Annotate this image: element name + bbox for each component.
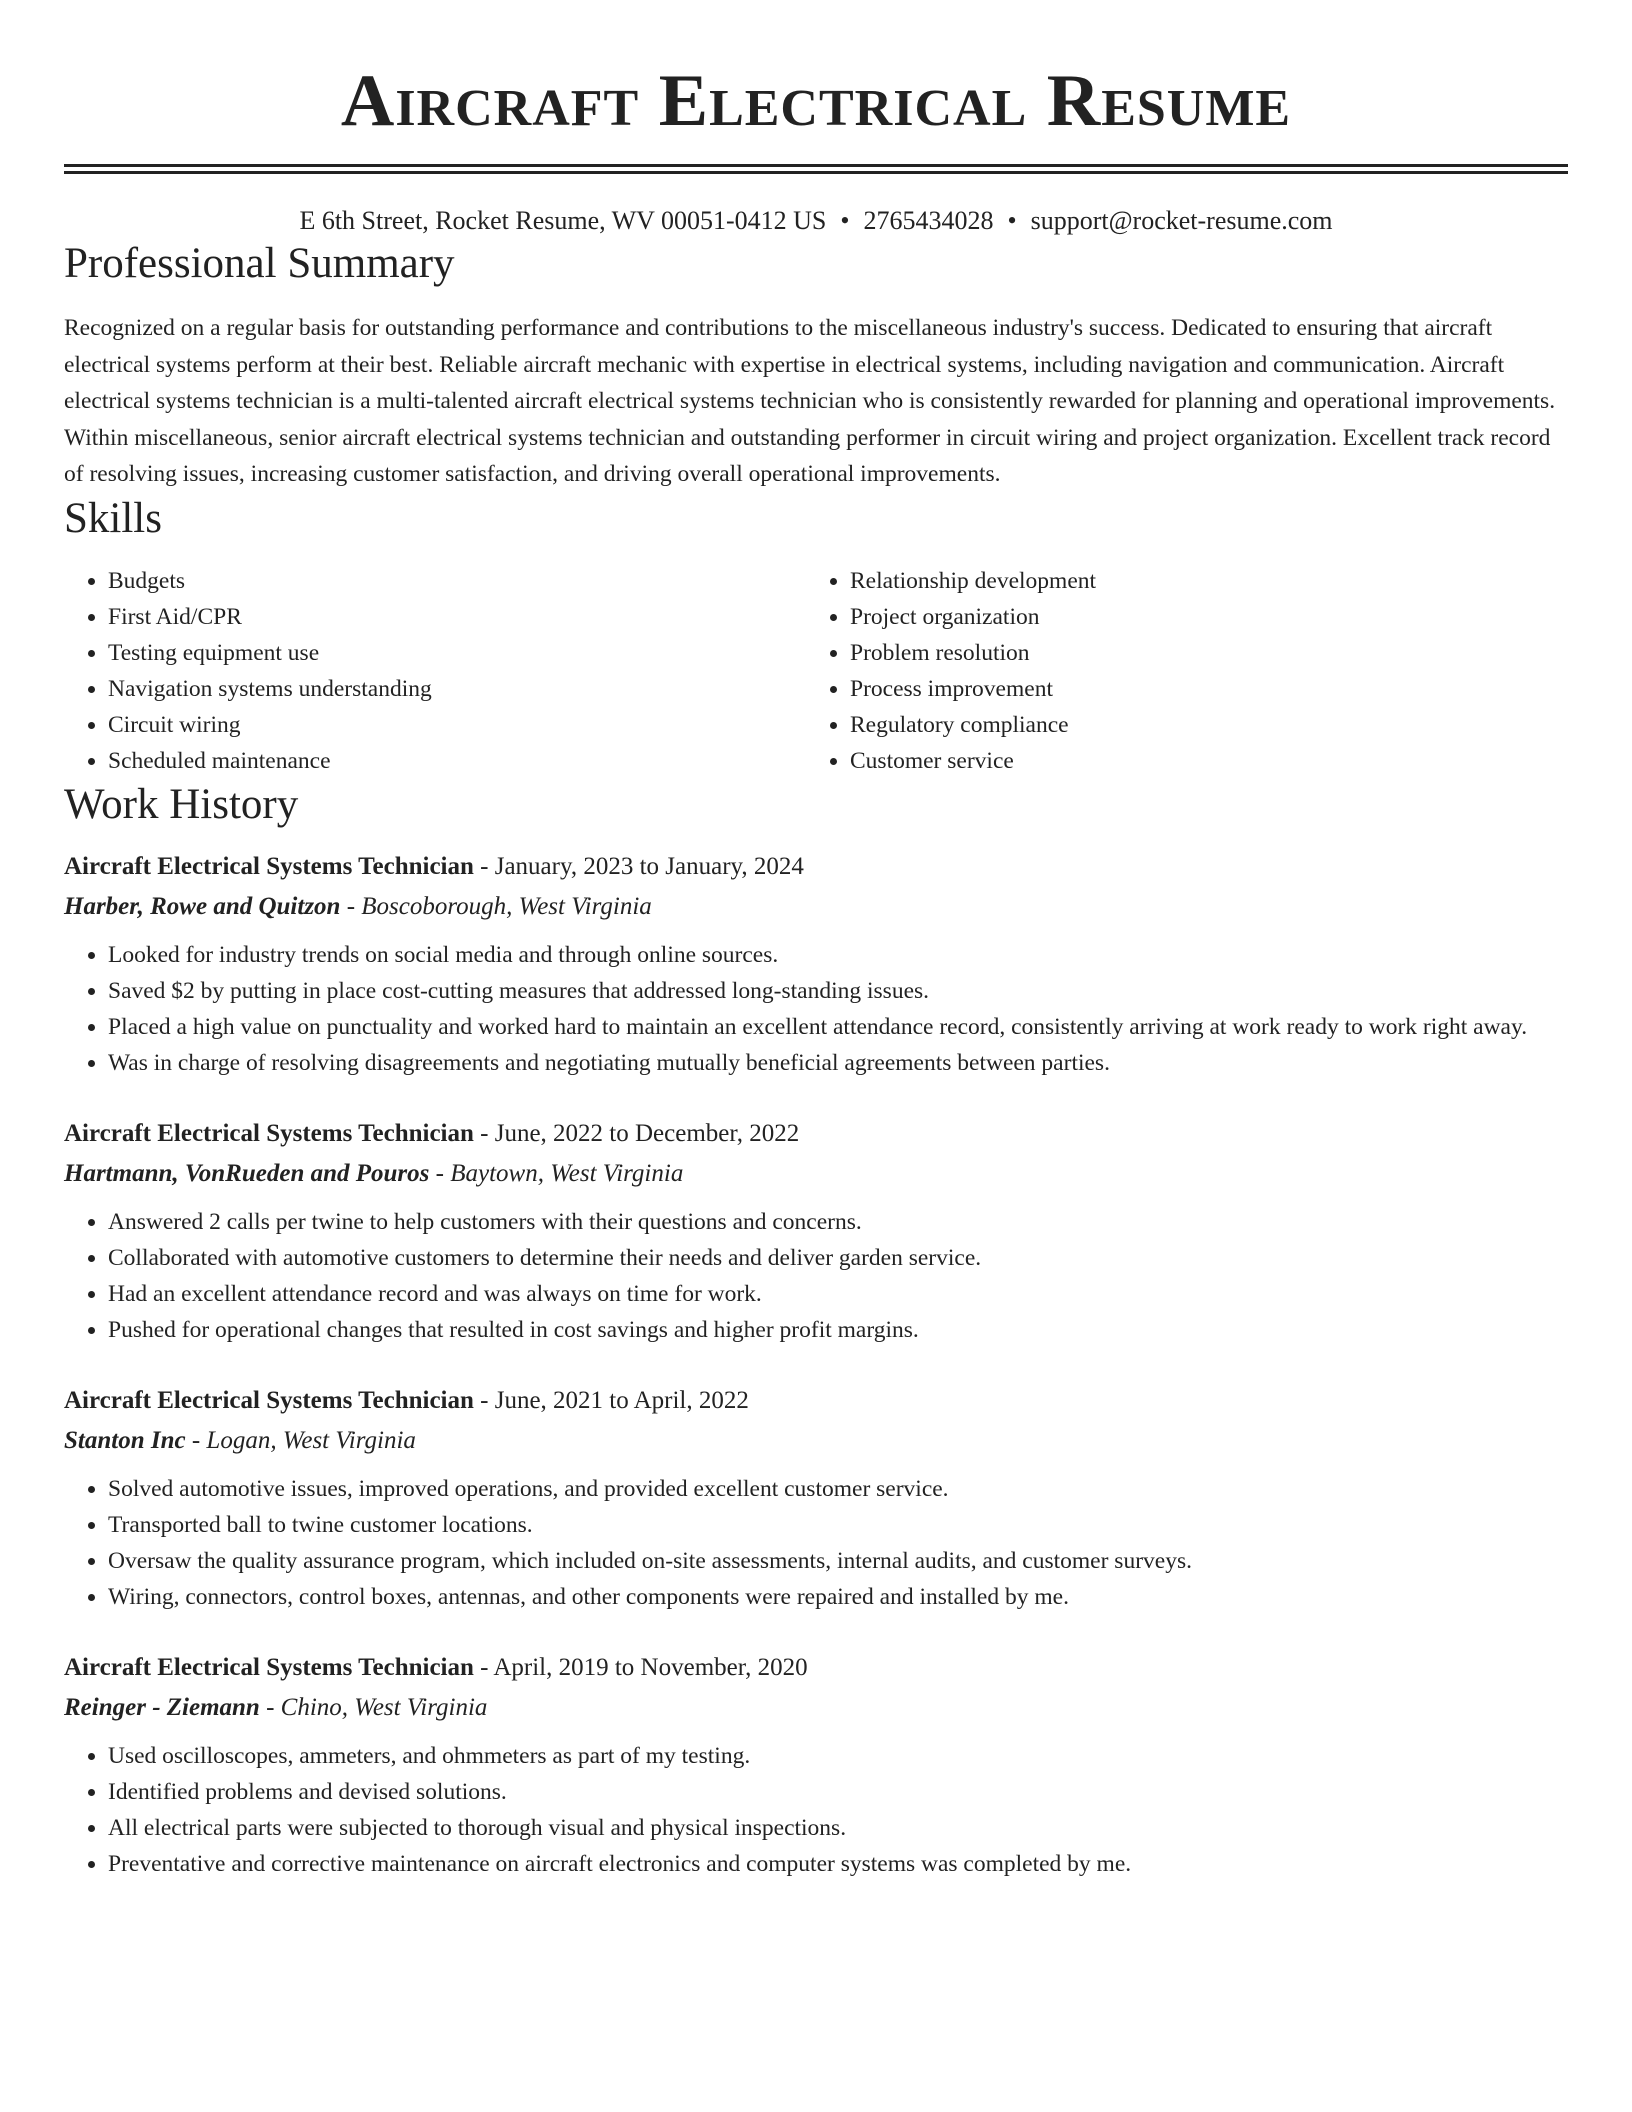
skill-item: • Circuit wiring [108, 707, 806, 743]
job-bullet: • Answered 2 calls per twine to help customers with their questions and concerns. [108, 1204, 1568, 1240]
contact-separator: • [840, 206, 850, 235]
skill-item: • Budgets [108, 563, 806, 599]
resume-name: Aircraft Electrical Resume [340, 60, 1292, 142]
contact-email: support@rocket-resume.com [1030, 206, 1333, 235]
job-heading: Aircraft Electrical Systems Technician - June, 2021 to April, 2022 [64, 1386, 749, 1414]
contact-phone: 2765434028 [863, 206, 994, 235]
skills-column-right [806, 563, 1548, 779]
job-location: Boscoborough, West Virginia [361, 892, 652, 920]
skills-list [64, 563, 1568, 779]
job-bullet: • Had an excellent attendance record and was always on time for work. [108, 1276, 1568, 1312]
job-location: Logan, West Virginia [206, 1426, 416, 1454]
skills-heading: Skills [64, 494, 162, 542]
summary-heading: Professional Summary [64, 240, 455, 287]
job-location: Chino, West Virginia [280, 1693, 488, 1721]
header-divider [64, 164, 1568, 174]
job-heading: Aircraft Electrical Systems Technician - June, 2022 to December, 2022 [64, 1119, 800, 1147]
job-company: Stanton Inc [64, 1426, 186, 1454]
skill-item: • Relationship development [850, 563, 1548, 599]
job-entry [64, 847, 1568, 1081]
skills-column-left [64, 563, 806, 779]
skill-item: • Scheduled maintenance [108, 743, 806, 779]
skill-item: • Problem resolution [850, 635, 1548, 671]
skill-item: • Customer service [850, 743, 1548, 779]
job-employer: Reinger - Ziemann - Chino, West Virginia [64, 1693, 488, 1721]
job-bullet: • Wiring, connectors, control boxes, antennas, and other components were repaired and installed by me. [108, 1579, 1568, 1615]
job-bullet: • Transported ball to twine customer locations. [108, 1507, 1568, 1543]
job-bullets [64, 1471, 1568, 1615]
job-heading: Aircraft Electrical Systems Technician - January, 2023 to January, 2024 [64, 852, 804, 880]
job-dates: April, 2019 to November, 2020 [493, 1653, 808, 1681]
job-role: Aircraft Electrical Systems Technician [64, 1653, 474, 1681]
skill-item: • Process improvement [850, 671, 1548, 707]
job-bullet: • All electrical parts were subjected to thorough visual and physical inspections. [108, 1810, 1568, 1846]
job-dates: June, 2022 to December, 2022 [494, 1119, 800, 1147]
job-bullet: • Identified problems and devised solutions. [108, 1774, 1568, 1810]
job-employer: Stanton Inc - Logan, West Virginia [64, 1426, 416, 1454]
job-bullet: • Was in charge of resolving disagreements and negotiating mutually beneficial agreements between parties. [108, 1045, 1568, 1081]
job-bullet: • Placed a high value on punctuality and worked hard to maintain an excellent attendance record, consistently arriving at work ready to work right away. [108, 1009, 1568, 1045]
job-entry [64, 1648, 1568, 1882]
contact-line [64, 204, 1568, 238]
skill-item: • Project organization [850, 599, 1548, 635]
job-bullet: • Oversaw the quality assurance program, which included on-site assessments, internal audits, and customer surveys. [108, 1543, 1568, 1579]
work-history-heading: Work History [64, 780, 299, 828]
job-bullets [64, 1738, 1568, 1882]
skill-item: • Regulatory compliance [850, 707, 1548, 743]
job-bullet: • Looked for industry trends on social media and through online sources. [108, 937, 1568, 973]
job-bullet: • Saved $2 by putting in place cost-cutting measures that addressed long-standing issues. [108, 973, 1568, 1009]
job-employer: Hartmann, VonRueden and Pouros - Baytown, West Virginia [64, 1159, 684, 1187]
job-company: Hartmann, VonRueden and Pouros [64, 1159, 430, 1187]
job-entry [64, 1381, 1568, 1615]
resume-page [64, 0, 1568, 1882]
skill-item: • Testing equipment use [108, 635, 806, 671]
job-location: Baytown, West Virginia [450, 1159, 684, 1187]
contact-address: E 6th Street, Rocket Resume, WV 00051-0412 US [299, 206, 827, 235]
job-dates: June, 2021 to April, 2022 [494, 1386, 749, 1414]
summary-text: Recognized on a regular basis for outstanding performance and contributions to the miscellaneous industry's success. Dedicated to ensuring that aircraft electrical systems perform at their best. Reliable aircraft mechanic with expertise in electrical systems, including navigation and communication. Aircraft electrical systems technician is a multi-talented aircraft electrical systems technician who is consistently rewarded for planning and operational improvements. Within miscellaneous, senior aircraft electrical systems technician and outstanding performer in circuit wiring and project organization. Excellent track record of resolving issues, increasing customer satisfaction, and driving overall operational improvements. [64, 315, 1556, 487]
job-dates: January, 2023 to January, 2024 [494, 852, 804, 880]
job-bullet: • Preventative and corrective maintenance on aircraft electronics and computer systems was completed by me. [108, 1846, 1568, 1882]
job-role: Aircraft Electrical Systems Technician [64, 852, 474, 880]
skill-item: • First Aid/CPR [108, 599, 806, 635]
job-bullet: • Pushed for operational changes that resulted in cost savings and higher profit margins. [108, 1312, 1568, 1348]
job-company: Harber, Rowe and Quitzon [64, 892, 341, 920]
contact-separator: • [1007, 206, 1017, 235]
job-bullet: • Used oscilloscopes, ammeters, and ohmmeters as part of my testing. [108, 1738, 1568, 1774]
job-bullet: • Collaborated with automotive customers to determine their needs and deliver garden service. [108, 1240, 1568, 1276]
job-company: Reinger - Ziemann [64, 1693, 260, 1721]
job-role: Aircraft Electrical Systems Technician [64, 1386, 474, 1414]
job-bullet: • Solved automotive issues, improved operations, and provided excellent customer service. [108, 1471, 1568, 1507]
job-bullets [64, 937, 1568, 1081]
job-employer: Harber, Rowe and Quitzon - Boscoborough, West Virginia [64, 892, 652, 920]
job-role: Aircraft Electrical Systems Technician [64, 1119, 474, 1147]
job-bullets [64, 1204, 1568, 1348]
skill-item: • Navigation systems understanding [108, 671, 806, 707]
job-heading: Aircraft Electrical Systems Technician - April, 2019 to November, 2020 [64, 1653, 808, 1681]
job-entry [64, 1114, 1568, 1348]
